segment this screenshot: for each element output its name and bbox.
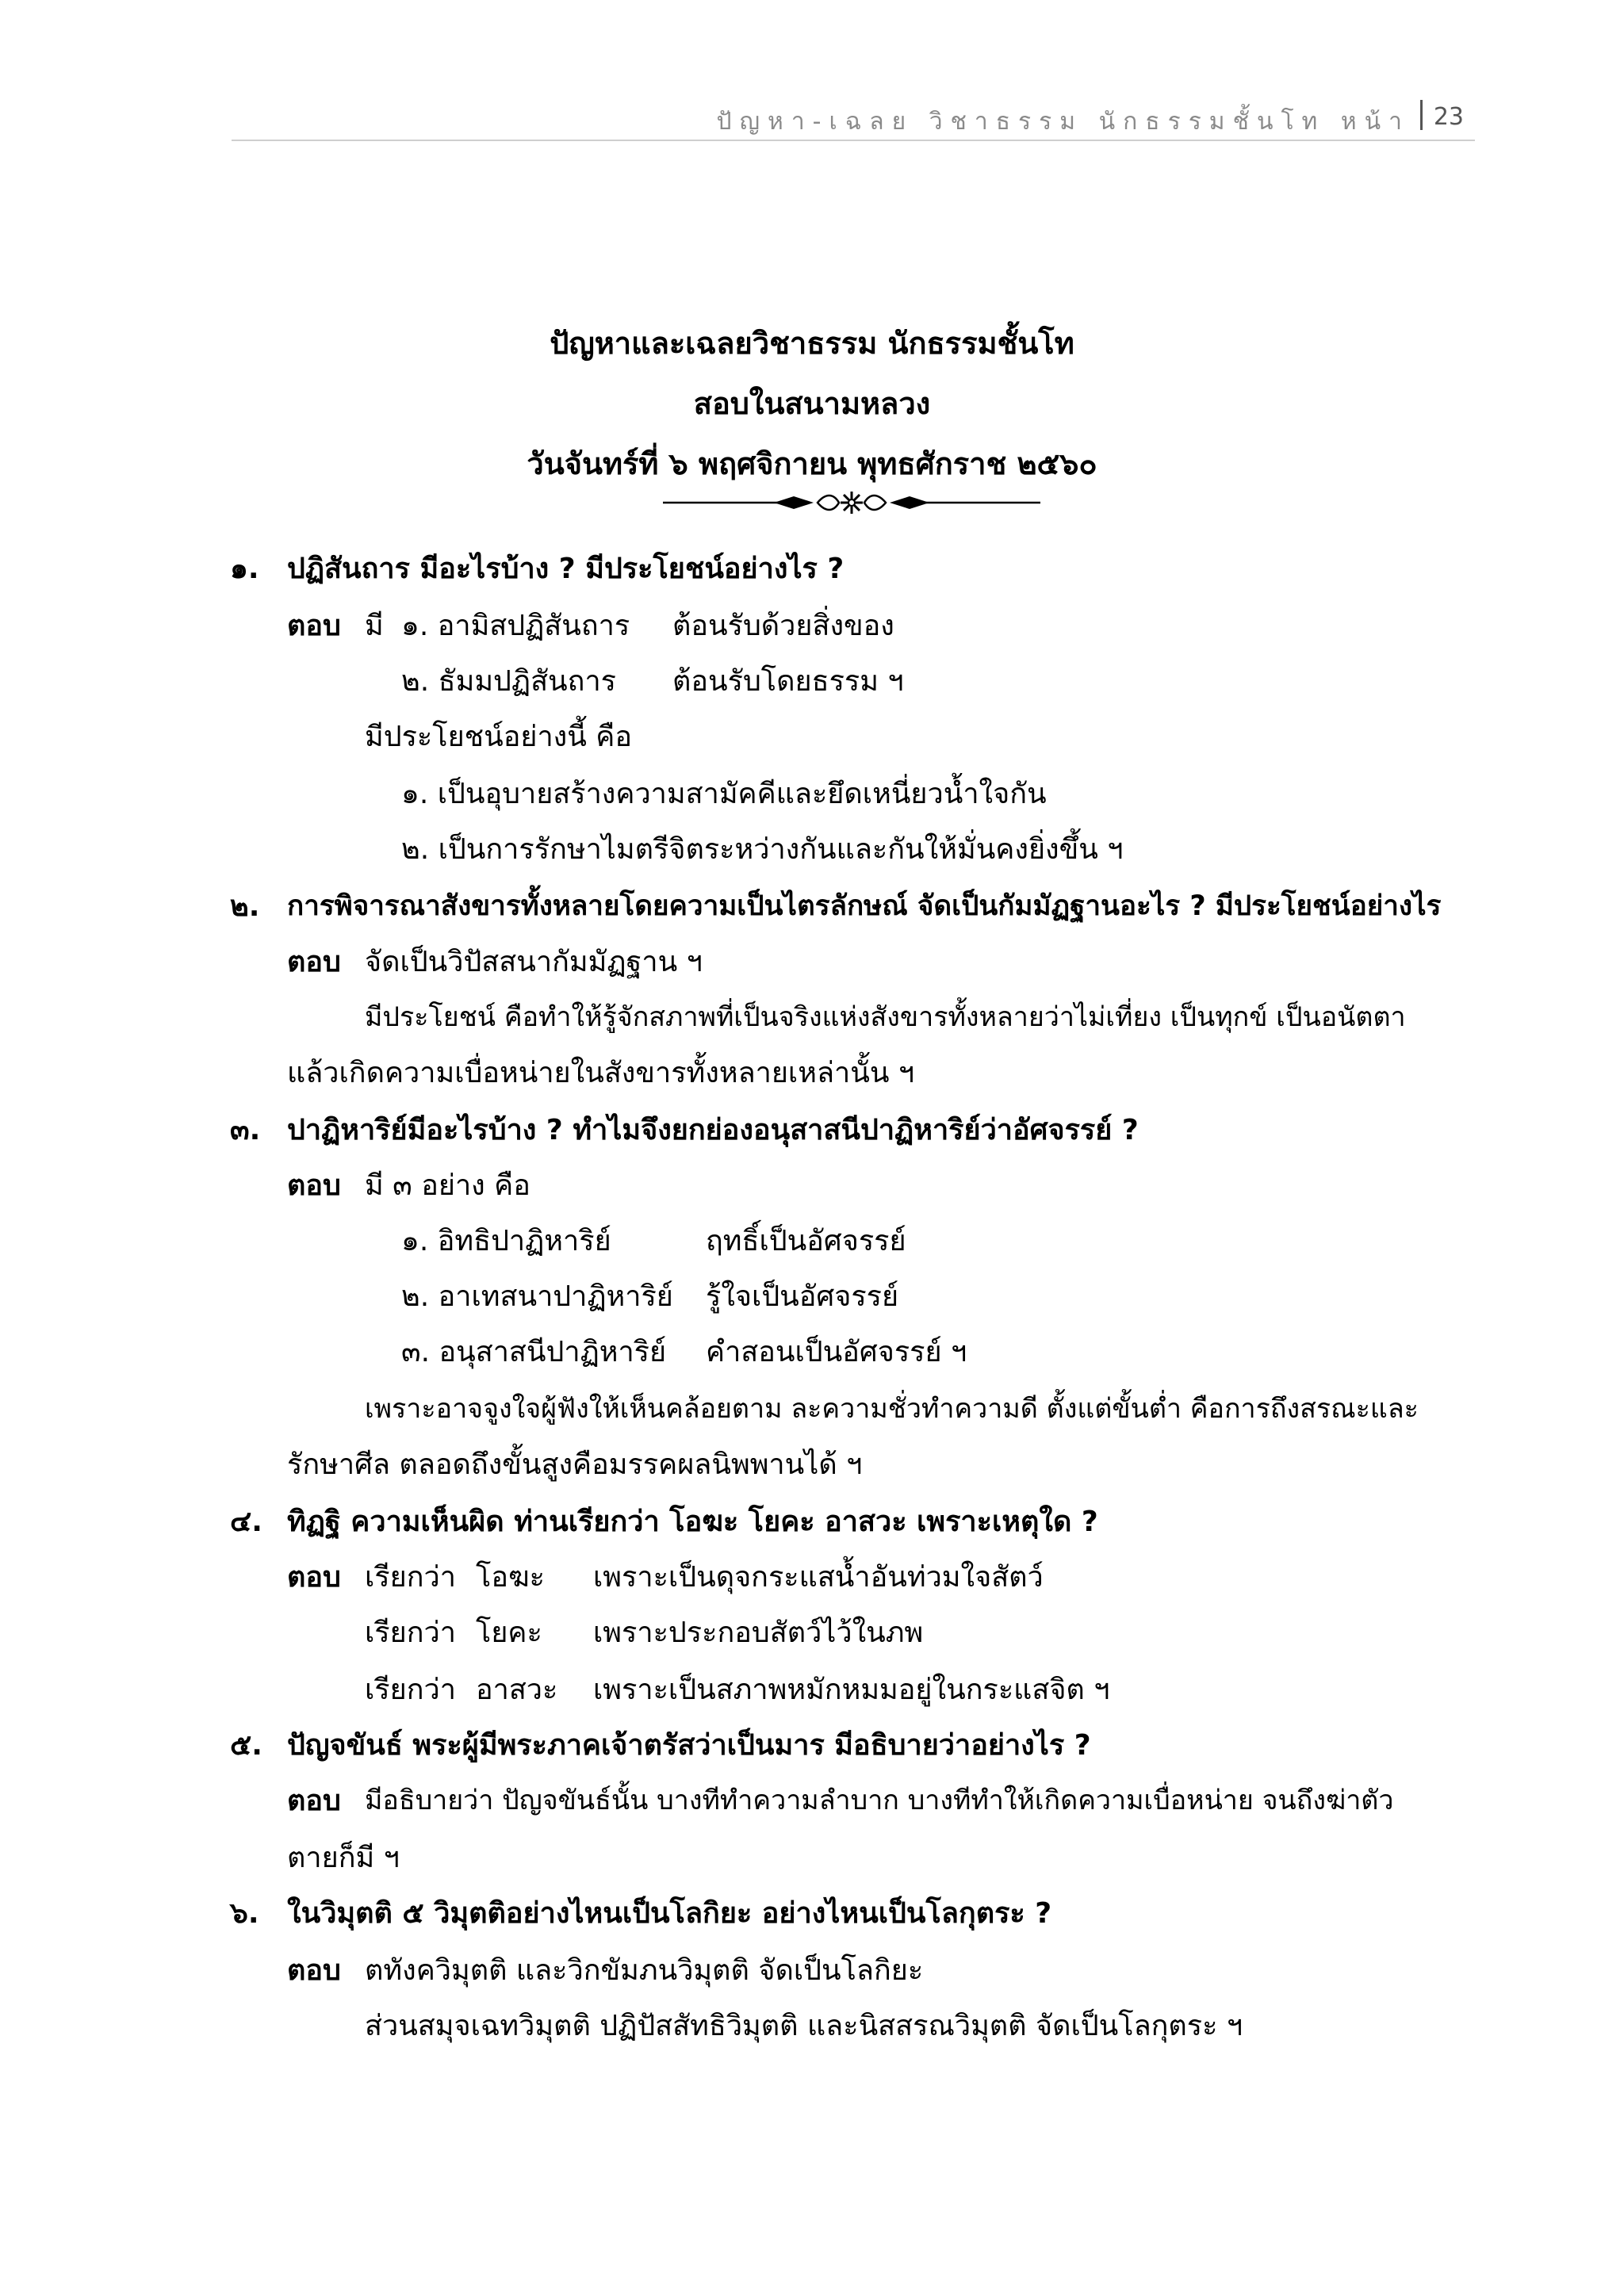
q4-answer-label: ตอบ xyxy=(287,1561,341,1594)
q1-item-1-desc: ต้อนรับด้วยสิ่งของ xyxy=(672,610,894,642)
q1-benefit-2: ๒. เป็นการรักษาไมตรีจิตระหว่างกันและกันให้มั่นคงยิ่งขึ้น ฯ xyxy=(401,833,1124,866)
q3-item-1-desc: ฤทธิ์เป็นอัศจรรย์ xyxy=(706,1225,906,1257)
q2-benefit-line-2: แล้วเกิดความเบื่อหน่ายในสังขารทั้งหลายเหล่านั้น ฯ xyxy=(287,1057,915,1089)
running-title: ปัญหา-เฉลย วิชาธรรม นักธรรมชั้นโท หน้า xyxy=(716,108,1410,136)
q4-row-2-term: โยคะ xyxy=(476,1617,542,1649)
q3-item-3-desc: คำสอนเป็นอัศจรรย์ ฯ xyxy=(706,1336,967,1368)
q5-answer-line-1: มีอธิบายว่า ปัญจขันธ์นั้น บางทีทำความลำบาก บางทีทำให้เกิดความเบื่อหน่าย จนถึงฆ่าตัว xyxy=(365,1785,1394,1816)
q3-reason-line-2: รักษาศีล ตลอดถึงขั้นสูงคือมรรคผลนิพพานได้ ฯ xyxy=(287,1448,863,1481)
q3-reason-line-1: เพราะอาจจูงใจผู้ฟังให้เห็นคล้อยตาม ละความชั่วทำความดี ตั้งแต่ขั้นต่ำ คือการถึงสรณะและ xyxy=(365,1393,1419,1425)
q3-item-2-name: ๒. อาเทสนาปาฏิหาริย์ xyxy=(401,1280,673,1313)
page-subtitle: สอบในสนามหลวง xyxy=(693,386,931,421)
q5-question: ปัญจขันธ์ พระผู้มีพระภาคเจ้าตรัสว่าเป็นมาร มีอธิบายว่าอย่างไร ? xyxy=(287,1729,1091,1762)
exam-date: วันจันทร์ที่ ๖ พฤศจิกายน พุทธศักราช ๒๕๖๐ xyxy=(527,446,1097,481)
page-number: 23 xyxy=(1433,103,1464,131)
q4-number: ๔. xyxy=(230,1506,262,1538)
q2-benefit-line-1: มีประโยชน์ คือทำให้รู้จักสภาพที่เป็นจริงแห่งสังขารทั้งหลายว่าไม่เที่ยง เป็นทุกข์ เป็นอนัตตา xyxy=(365,1001,1406,1033)
q2-number: ๒. xyxy=(230,890,260,923)
q1-question: ปฏิสันถาร มีอะไรบ้าง ? มีประโยชน์อย่างไร ? xyxy=(287,553,845,585)
q4-row-1-called: เรียกว่า xyxy=(365,1561,456,1594)
q6-question: ในวิมุตติ ๕ วิมุตติอย่างไหนเป็นโลกิยะ อย่างไหนเป็นโลกุตระ ? xyxy=(287,1897,1052,1930)
q1-number: ๑. xyxy=(230,553,259,585)
q1-benefit-1: ๑. เป็นอุบายสร้างความสามัคคีและยึดเหนี่ยวน้ำใจกัน xyxy=(401,778,1047,810)
q2-question: การพิจารณาสังขารทั้งหลายโดยความเป็นไตรลักษณ์ จัดเป็นกัมมัฏฐานอะไร ? มีประโยชน์อย่างไร xyxy=(287,890,1442,922)
q1-answer-label: ตอบ xyxy=(287,610,341,642)
ornament-divider-icon xyxy=(663,487,1040,519)
running-header xyxy=(232,100,1475,141)
q4-row-1-reason: เพราะเป็นดุจกระแสน้ำอันท่วมใจสัตว์ xyxy=(593,1561,1044,1594)
q3-question: ปาฏิหาริย์มีอะไรบ้าง ? ทำไมจึงยกย่องอนุสาสนีปาฏิหาริย์ว่าอัศจรรย์ ? xyxy=(287,1114,1139,1146)
q3-answer-intro: มี ๓ อย่าง คือ xyxy=(365,1169,530,1202)
q4-row-1-term: โอฆะ xyxy=(476,1561,546,1594)
q6-answer-line-2: ส่วนสมุจเฉทวิมุตติ ปฏิปัสสัทธิวิมุตติ และนิสสรณวิมุตติ จัดเป็นโลกุตระ ฯ xyxy=(365,2010,1243,2042)
q4-question: ทิฏฐิ ความเห็นผิด ท่านเรียกว่า โอฆะ โยคะ อาสวะ เพราะเหตุใด ? xyxy=(287,1506,1098,1538)
q1-item-2-name: ๒. ธัมมปฏิสันถาร xyxy=(401,665,617,698)
q5-answer-line-2: ตายก็มี ฯ xyxy=(287,1842,400,1874)
q3-item-1-name: ๑. อิทธิปาฏิหาริย์ xyxy=(401,1225,611,1257)
q4-row-2-called: เรียกว่า xyxy=(365,1617,456,1649)
q6-number: ๖. xyxy=(230,1897,259,1930)
page-title: ปัญหาและเฉลยวิชาธรรม นักธรรมชั้นโท xyxy=(550,326,1074,361)
q6-answer-label: ตอบ xyxy=(287,1954,341,1987)
q6-answer-line-1: ตทังควิมุตติ และวิกขัมภนวิมุตติ จัดเป็นโลกิยะ xyxy=(365,1954,924,1987)
q3-item-3-name: ๓. อนุสาสนีปาฏิหาริย์ xyxy=(401,1336,667,1368)
q3-answer-label: ตอบ xyxy=(287,1169,341,1202)
q5-number: ๕. xyxy=(230,1729,262,1762)
q4-row-3-term: อาสวะ xyxy=(476,1674,558,1706)
q2-answer-label: ตอบ xyxy=(287,946,341,978)
q4-row-3-reason: เพราะเป็นสภาพหมักหมมอยู่ในกระแสจิต ฯ xyxy=(593,1674,1110,1706)
q2-answer: จัดเป็นวิปัสสนากัมมัฏฐาน ฯ xyxy=(365,946,703,978)
q3-item-2-desc: รู้ใจเป็นอัศจรรย์ xyxy=(706,1280,899,1313)
header-divider xyxy=(1420,100,1423,130)
q1-answer-intro: มี xyxy=(365,610,384,642)
q4-row-3-called: เรียกว่า xyxy=(365,1674,456,1706)
q1-item-1-name: ๑. อามิสปฏิสันถาร xyxy=(401,610,630,642)
q5-answer-label: ตอบ xyxy=(287,1785,341,1817)
q1-benefit-intro: มีประโยชน์อย่างนี้ คือ xyxy=(365,721,632,753)
q4-row-2-reason: เพราะประกอบสัตว์ไว้ในภพ xyxy=(593,1617,924,1649)
q1-item-2-desc: ต้อนรับโดยธรรม ฯ xyxy=(672,665,904,698)
q3-number: ๓. xyxy=(230,1114,261,1146)
